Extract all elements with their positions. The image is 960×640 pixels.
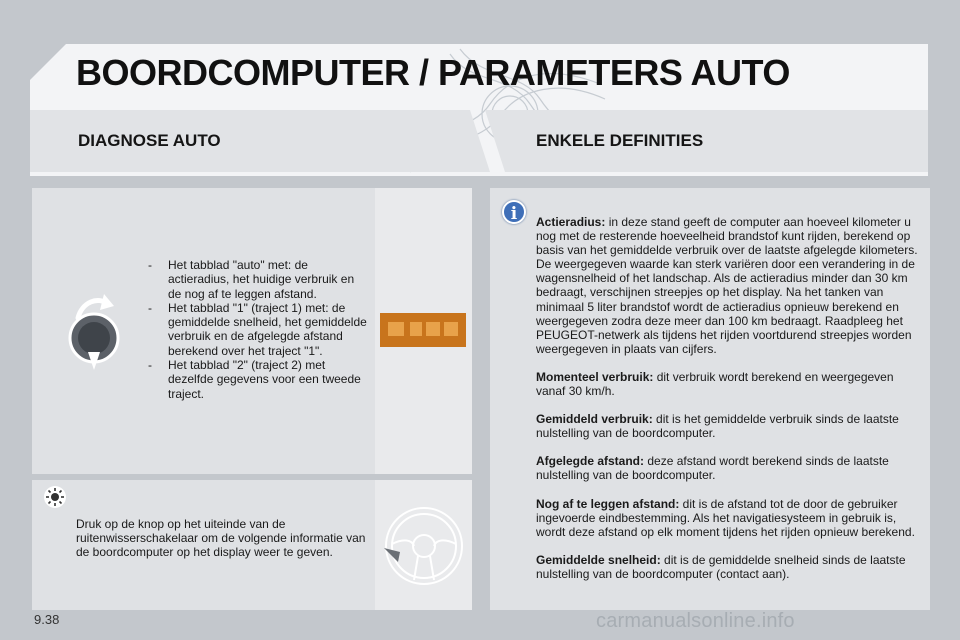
definition-text: dit is het gemiddelde verbruik sinds de laatste nulstelling van de boordcomputer. xyxy=(536,412,899,441)
diagnose-title: DIAGNOSE AUTO xyxy=(78,131,221,150)
definitions-list xyxy=(536,215,920,595)
tip-text: Druk op de knop op het uiteinde van de ruitenwisserschakelaar om de volgende informatie van de boordcomputer op het display weer te geven. xyxy=(76,517,366,560)
definitions-title: ENKELE DEFINITIES xyxy=(536,131,704,150)
list-item: - Het tabblad "auto" met: de actieradius, het huidige verbruik en de nog af te leggen afstand. xyxy=(148,258,370,301)
definition-text: dit verbruik wordt berekend en weergegeven vanaf 30 km/h. xyxy=(536,369,894,399)
steering-wheel-icon xyxy=(380,496,468,592)
dashboard-display-icon xyxy=(380,313,466,347)
definition-term: Afgelegde afstand: xyxy=(536,454,645,469)
definition-item xyxy=(536,454,920,482)
diagnose-list xyxy=(148,258,370,401)
definition-term: Gemiddeld verbruik: xyxy=(536,412,653,427)
info-icon: i xyxy=(502,200,526,224)
definition-item xyxy=(536,553,920,581)
list-item: - Het tabblad "1" (traject 1) met: de gemiddelde snelheid, het gemiddelde verbruik en de afgelegde afstand berekend over het traject "1". xyxy=(148,301,370,358)
definition-text: dit is de gemiddelde snelheid sinds de laatste nulstelling van de boordcomputer (contact aan). xyxy=(536,552,906,581)
definition-text: dit is de afstand tot de door de gebruiker ingevoerde eindbestemming. Als het navigatiesysteem in gebruik is, wordt deze afstand op elk moment tijdens het rijden opnieuw berekend. xyxy=(536,496,915,539)
definition-item xyxy=(536,370,920,398)
list-item: - Het tabblad "2" (traject 2) met dezelfde gegevens voor een tweede traject. xyxy=(148,358,370,401)
definition-term: Gemiddelde snelheid: xyxy=(536,552,661,567)
definition-item xyxy=(536,215,920,356)
sun-icon xyxy=(44,486,66,508)
definition-term: Actieradius: xyxy=(536,215,606,229)
definition-term: Momenteel verbruik: xyxy=(536,369,654,384)
definition-text: in deze stand geeft de computer aan hoeveel kilometer u nog met de resterende hoeveelheid brandstof kunt rijden, berekend op basis van het gemiddelde verbruik over de laatste afgelegde kilometers. De weergegeven waarde kan sterk variëren door een verandering in de wagensnelheid of het landschap. Als de actieradius minder dan 30 km bedraagt, verschijnen streepjes op het display. Na het tanken van minimaal 5 liter brandstof wordt de actieradius opnieuw berekend en weergegeven zodra deze meer dan 100 km bedraagt. Raadpleeg het PEUGEOT-netwerk als tijdens het rijden voortdurend streepjes worden weergegeven in plaats van cijfers. xyxy=(536,215,918,356)
page-number: 9.38 xyxy=(34,612,60,627)
definition-term: Nog af te leggen afstand: xyxy=(536,496,680,511)
definition-item xyxy=(536,412,920,440)
definition-item xyxy=(536,497,920,539)
rotary-button-icon xyxy=(64,290,124,374)
watermark-link[interactable]: carmanualsonline.info xyxy=(596,610,795,632)
definition-text: deze afstand wordt berekend sinds de laatste nulstelling van de boordcomputer. xyxy=(536,454,889,483)
page-title: BOORDCOMPUTER / PARAMETERS AUTO xyxy=(76,52,790,93)
